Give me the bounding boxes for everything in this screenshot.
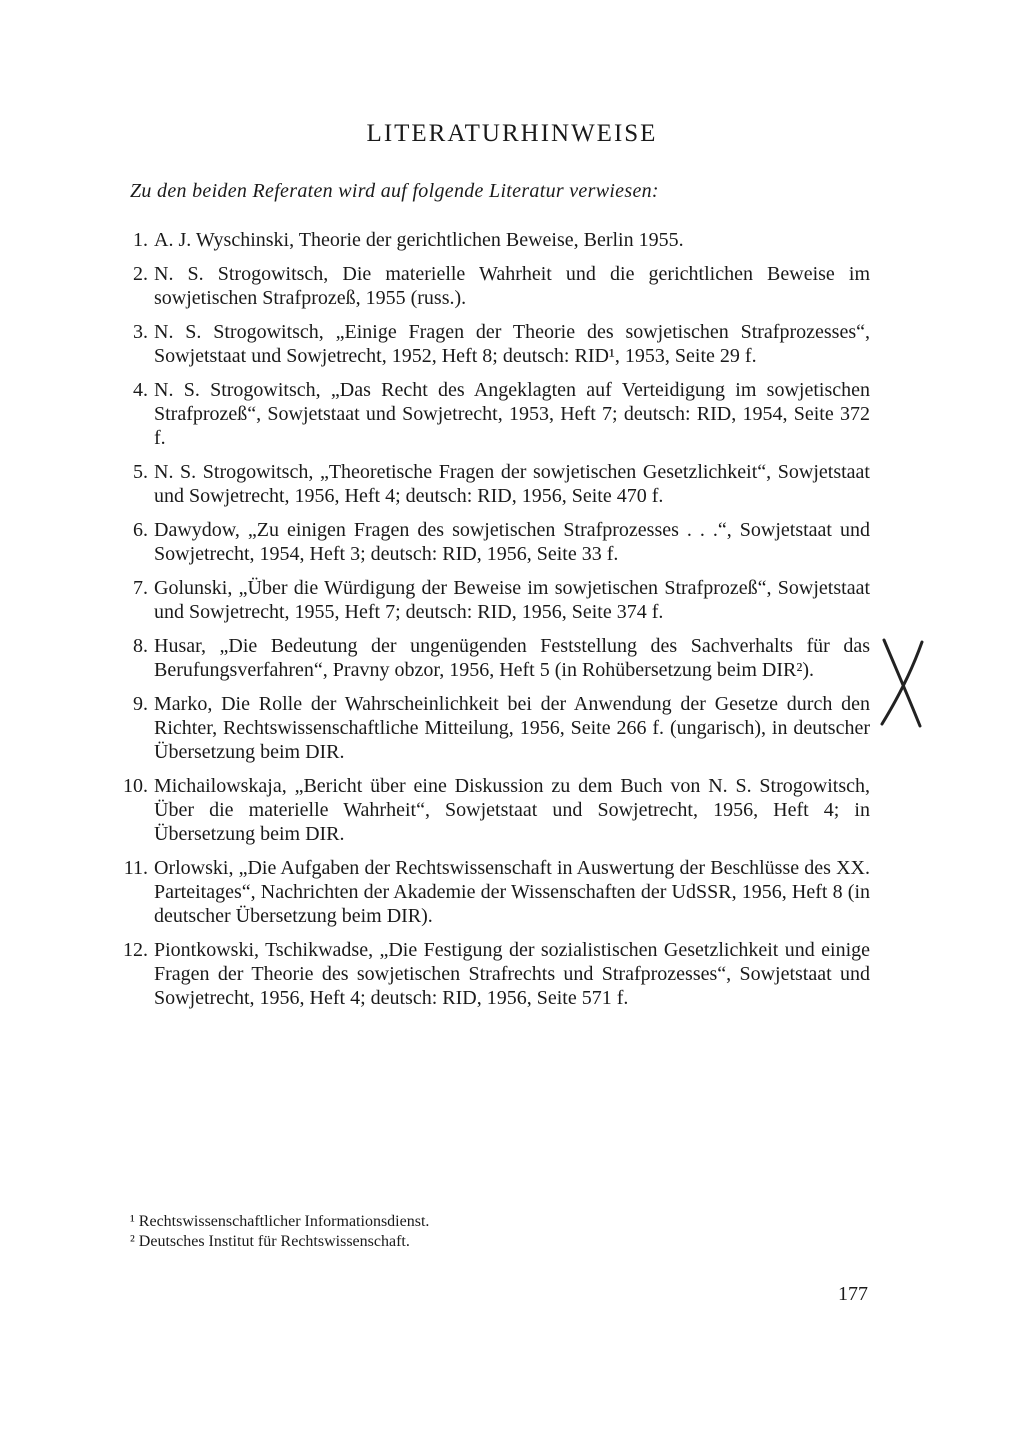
reference-text: N. S. Strogowitsch, „Theoretische Fragen der sowjetischen Gesetzlichkeit“, Sowjetstaat und Sowjetrecht, 1956, Heft 4; deutsch: RID, 1956, Seite 470 f. [154,461,870,507]
reference-text: N. S. Strogowitsch, „Das Recht des Angeklagten auf Verteidigung im sowjetischen Strafprozeß“, Sowjetstaat und Sowjetrecht, 1953, Heft 7; deutsch: RID, 1954, Seite 372 f. [154,379,870,449]
footnotes [130,1212,429,1252]
reference-text: N. S. Strogowitsch, „Einige Fragen der Theorie des sowjetischen Strafprozesses“, Sowjetstaat und Sowjetrecht, 1952, Heft 8; deutsch: RID¹, 1953, Seite 29 f. [154,321,870,367]
page-number: 177 [838,1283,868,1305]
reference-item [110,518,870,566]
reference-item [110,692,870,764]
reference-list [110,228,870,1020]
reference-number: 2. [133,263,148,285]
reference-text: Marko, Die Rolle der Wahrscheinlichkeit bei der Anwendung der Gesetze durch den Richter, Rechtswissenschaftliche Mitteilung, 1956, Seite 266 f. (ungarisch), in deutscher Übersetzung beim DIR. [154,693,870,763]
reference-text: Michailowskaja, „Bericht über eine Diskussion zu dem Buch von N. S. Strogowitsch, Über die materielle Wahrheit“, Sowjetstaat und Sowjetrecht, 1956, Heft 4; in Übersetzung beim DIR. [154,775,870,845]
reference-item [110,460,870,508]
page-title: LITERATURHINWEISE [366,120,658,147]
reference-item [110,228,870,252]
reference-item [110,576,870,624]
reference-text: Dawydow, „Zu einigen Fragen des sowjetischen Strafprozesses . . .“, Sowjetstaat und Sowjetrecht, 1954, Heft 3; deutsch: RID, 1956, Seite 33 f. [154,519,870,565]
reference-item [110,262,870,310]
reference-number: 12. [123,939,148,961]
reference-number: 7. [133,577,148,599]
handwritten-x-mark [876,634,936,734]
reference-number: 3. [133,321,148,343]
reference-item [110,634,870,682]
reference-item [110,378,870,450]
reference-number: 1. [133,229,148,251]
reference-number: 5. [133,461,148,483]
reference-item [110,320,870,368]
reference-number: 10. [123,775,148,797]
reference-text: Orlowski, „Die Aufgaben der Rechtswissenschaft in Auswertung der Beschlüsse des XX. Parteitages“, Nachrichten der Akademie der Wissenschaften der UdSSR, 1956, Heft 8 (in deutscher Übersetzung beim DIR). [154,857,870,927]
reference-number: 6. [133,519,148,541]
reference-text: A. J. Wyschinski, Theorie der gerichtlichen Beweise, Berlin 1955. [154,229,684,251]
footnote-1: ¹ Rechtswissenschaftlicher Informationsdienst. [130,1213,430,1230]
reference-item [110,856,870,928]
reference-item [110,774,870,846]
reference-number: 8. [133,635,148,657]
reference-text: Golunski, „Über die Würdigung der Beweise im sowjetischen Strafprozeß“, Sowjetstaat und Sowjetrecht, 1955, Heft 7; deutsch: RID, 1956, Seite 374 f. [154,577,870,623]
reference-text: Piontkowski, Tschikwadse, „Die Festigung der sozialistischen Gesetzlichkeit und einige Fragen der Theorie des sowjetischen Strafrechts und Strafprozesses“, Sowjetstaat und Sowjetrecht, 1956, Heft 4; deutsch: RID, 1956, Seite 571 f. [154,939,870,1009]
reference-number: 9. [133,693,148,715]
reference-number: 11. [123,857,148,879]
reference-item [110,938,870,1010]
intro-text: Zu den beiden Referaten wird auf folgende Literatur verwiesen: [130,180,659,202]
reference-number: 4. [133,379,148,401]
reference-text: Husar, „Die Bedeutung der ungenügenden Feststellung des Sachverhalts für das Berufungsverfahren“, Pravny obzor, 1956, Heft 5 (in Rohübersetzung beim DIR²). [154,635,870,681]
footnote-2: ² Deutsches Institut für Rechtswissenschaft. [130,1233,410,1250]
reference-text: N. S. Strogowitsch, Die materielle Wahrheit und die gerichtlichen Beweise im sowjetischen Strafprozeß, 1955 (russ.). [154,263,870,309]
